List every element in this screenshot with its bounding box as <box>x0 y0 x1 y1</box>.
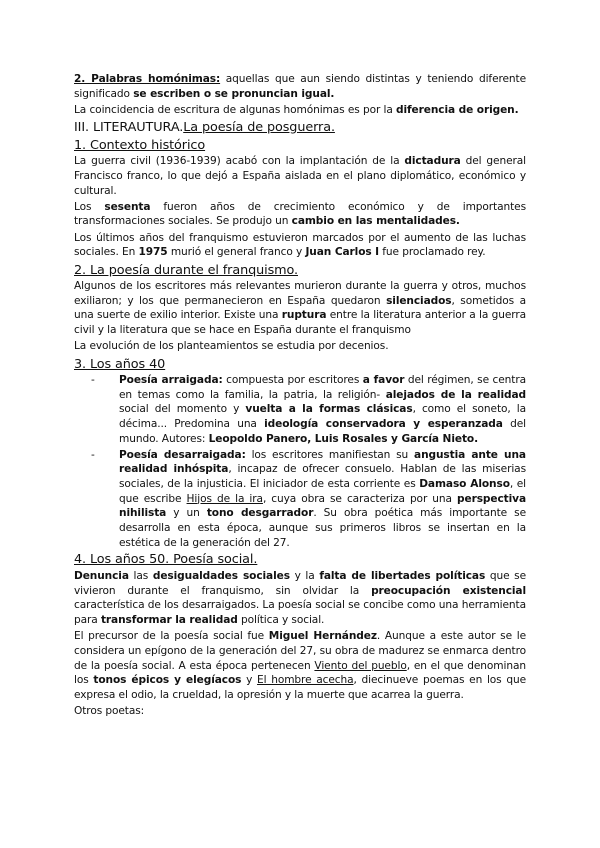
heading-anos-40: 3. Los años 40 <box>74 356 166 372</box>
heading-contexto: 1. Contexto histórico <box>74 137 206 153</box>
list-item-poesia-arraigada: - Poesía arraigada: compuesta por escritores a favor del régimen, se centra en temas como la familia, la patria, la religión- alejados de la realidad social del momento y vuelta a la formas clásicas, como el soneto, la décima... Predomina una ideología conservadora y esperanzada del mundo. Autores: Leopoldo Panero, Luis Rosales y García Nieto. <box>91 374 527 445</box>
dash-bullet: - <box>91 448 95 461</box>
list-anos-40 <box>74 373 526 550</box>
paragraph-homonimas: 2. Palabras homónimas: aquellas que aun siendo distintas y teniendo diferente significado se escriben o se pronuncian igual. <box>74 73 527 100</box>
paragraph-denuncia: Denuncia las desigualdades sociales y la falta de libertades políticas que se vivieron durante el franquismo, sin olvidar la preocupación existencial característica de los desarraigados. La poesía social se concibe como una herramienta para transformar la realidad política y social. <box>74 569 527 627</box>
paragraph-origen: La coincidencia de escritura de algunas homónimas es por la diferencia de origen. <box>74 103 519 116</box>
paragraph-evolucion: La evolución de los planteamientos se estudia por decenios. <box>74 340 389 353</box>
document-page <box>74 72 526 721</box>
paragraph-ultimos-anos: Los últimos años del franquismo estuvieron marcados por el aumento de las luchas sociales. En 1975 murió el general franco y Juan Carlos I fue proclamado rey. <box>74 231 526 259</box>
paragraph-precursor: El precursor de la poesía social fue Miguel Hernández. Aunque a este autor se le considera un epígono de la generación del 27, su obra de madurez se enmarca dentro de la poesía social. A esta época pertenecen Viento del pueblo, en el que denominan los tonos épicos y elegíacos y El hombre acecha, diecinueve poemas en los que expresa el odio, la crueldad, la opresión y la muerte que acarrea la guerra. <box>74 630 526 702</box>
paragraph-guerra-civil: La guerra civil (1936-1939) acabó con la implantación de la dictadura del general Francisco franco, lo que dejó a España aislada en el plano diplomático, económico y cultural. <box>74 155 526 197</box>
dash-bullet: - <box>91 374 95 387</box>
paragraph-otros-poetas: Otros poetas: <box>74 705 145 718</box>
list-item-poesia-desarraigada: - Poesía desarraigada: los escritores manifiestan su angustia ante una realidad inhóspita, incapaz de ofrecer consuelo. Hablan de las miserias sociales, de la injusticia. El iniciador de esta corriente es Damaso Alonso, el que escribe Hijos de la ira, cuya obra se caracteriza por una perspectiva nihilista y un tono desgarrador. Su obra poética más importante se desarrolla en esta época, aunque sus primeros libros se insertan en la estética de la generación del 27. <box>91 448 526 549</box>
heading-anos-50: 4. Los años 50. Poesía social. <box>74 552 258 568</box>
paragraph-sesenta: Los sesenta fueron años de crecimiento económico y de importantes transformaciones sociales. Se produjo un cambio en las mentalidades. <box>74 200 526 228</box>
section-title-homonimas: 2. Palabras homónimas: <box>74 73 221 85</box>
paragraph-escritores: Algunos de los escritores más relevantes murieron durante la guerra y otros, muchos exiliaron; y los que permanecieron en España quedaron silenciados, sometidos a una suerte de exilio interior. Existe una ruptura entre la literatura anterior a la guerra civil y la literatura que se hace en España durante el franquismo <box>74 280 526 337</box>
heading-poesia-franquismo: 2. La poesía durante el franquismo. <box>74 262 298 278</box>
heading-literatura: III. LITERAUTURA.La poesía de posguerra. <box>74 120 335 136</box>
